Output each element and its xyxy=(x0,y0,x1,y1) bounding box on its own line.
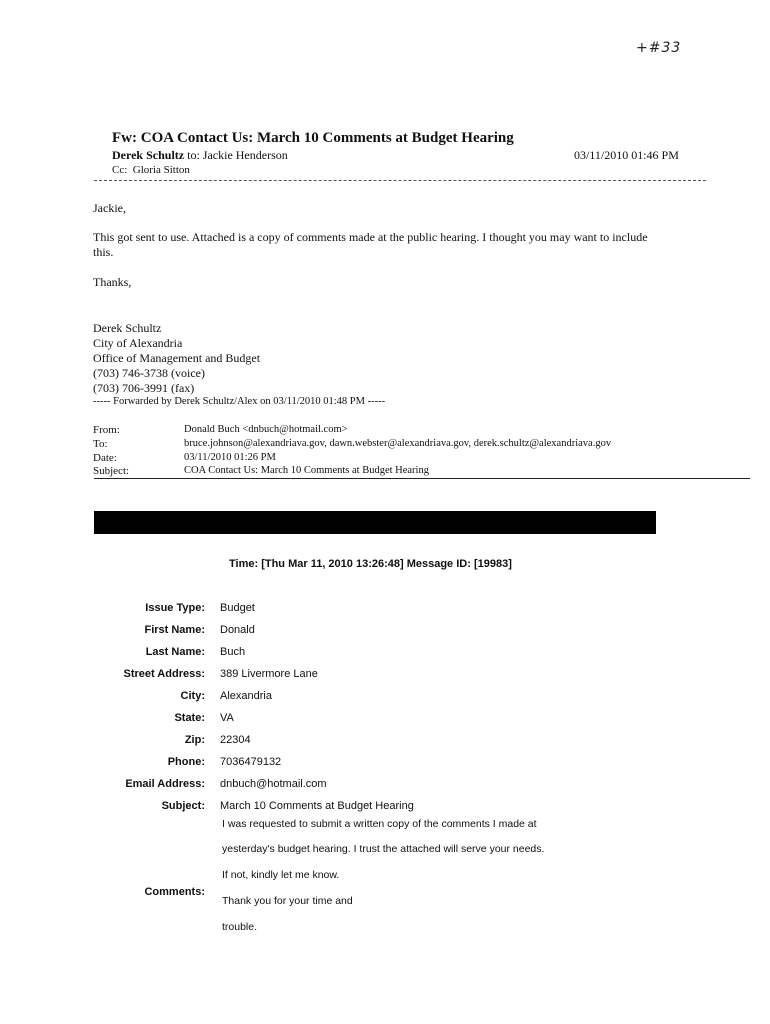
message-info-line: Time: [Thu Mar 11, 2010 13:26:48] Message ID: [19983] xyxy=(229,558,512,570)
comments-line-5: trouble. xyxy=(222,921,258,933)
body-paragraph-line-2: this. xyxy=(93,245,114,259)
comments-line-4: Thank you for your time and xyxy=(222,895,353,907)
email-subject-title: Fw: COA Contact Us: March 10 Comments at Budget Hearing xyxy=(112,130,514,146)
phone-label: Phone: xyxy=(167,756,205,768)
redaction-bar xyxy=(94,511,656,534)
subject-label: Subject: xyxy=(93,465,130,477)
body-paragraph-line-1: This got sent to use. Attached is a copy of comments made at the public hearing. I thought you may want to include xyxy=(93,230,648,244)
page-number-mark: +#33 xyxy=(636,40,682,56)
to-label: To: xyxy=(93,438,108,450)
last-name-value: Buch xyxy=(220,646,246,658)
email-sender-line xyxy=(112,148,288,163)
date-label: Date: xyxy=(93,452,117,464)
cc-label: Cc: xyxy=(112,164,128,176)
street-address-label: Street Address: xyxy=(123,668,205,680)
first-name-value: Donald xyxy=(220,624,255,636)
email-address-value: dnbuch@hotmail.com xyxy=(220,778,327,790)
comments-label: Comments: xyxy=(144,886,205,898)
closing: Thanks, xyxy=(93,275,132,289)
city-value: Alexandria xyxy=(220,690,272,702)
state-label: State: xyxy=(174,712,205,724)
state-value: VA xyxy=(220,712,234,724)
email-address-label: Email Address: xyxy=(125,778,205,790)
to-value: bruce.johnson@alexandriava.gov, dawn.webster@alexandriava.gov, derek.schultz@alexandriava.gov xyxy=(184,438,612,449)
form-subject-label: Subject: xyxy=(161,800,205,812)
signature-voice: (703) 746-3738 (voice) xyxy=(93,366,205,380)
signature-office: Office of Management and Budget xyxy=(93,351,261,365)
cc-recipient: Gloria Sitton xyxy=(132,164,190,176)
sender-name: Derek Schultz xyxy=(112,148,185,162)
greeting: Jackie, xyxy=(93,201,126,215)
issue-type-value: Budget xyxy=(220,602,255,614)
recipient-name: Jackie Henderson xyxy=(202,148,288,162)
phone-value: 7036479132 xyxy=(220,756,282,768)
street-address-value: 389 Livermore Lane xyxy=(220,668,318,680)
from-value: Donald Buch <dnbuch@hotmail.com> xyxy=(184,424,348,435)
forwarded-header-divider xyxy=(94,478,750,479)
forwarded-line: ----- Forwarded by Derek Schultz/Alex on 03/11/2010 01:48 PM ----- xyxy=(93,396,386,407)
comments-line-1: I was requested to submit a written copy of the comments I made at xyxy=(222,818,537,830)
signature-org: City of Alexandria xyxy=(93,336,183,350)
to-label: to: xyxy=(187,148,200,162)
from-label: From: xyxy=(93,424,120,436)
date-value: 03/11/2010 01:26 PM xyxy=(184,452,276,463)
cc-line xyxy=(112,164,190,176)
last-name-label: Last Name: xyxy=(145,646,205,658)
subject-value: COA Contact Us: March 10 Comments at Budget Hearing xyxy=(184,465,429,476)
signature-fax: (703) 706-3991 (fax) xyxy=(93,381,195,395)
sent-timestamp: 03/11/2010 01:46 PM xyxy=(574,148,679,162)
signature-name: Derek Schultz xyxy=(93,321,162,335)
comments-line-3: If not, kindly let me know. xyxy=(222,869,340,881)
comments-line-2: yesterday's budget hearing. I trust the attached will serve your needs. xyxy=(222,843,545,855)
zip-label: Zip: xyxy=(184,734,205,746)
form-subject-value: March 10 Comments at Budget Hearing xyxy=(220,800,414,812)
header-divider xyxy=(94,180,706,181)
city-label: City: xyxy=(180,690,205,702)
zip-value: 22304 xyxy=(220,734,251,746)
issue-type-label: Issue Type: xyxy=(145,602,205,614)
first-name-label: First Name: xyxy=(144,624,205,636)
